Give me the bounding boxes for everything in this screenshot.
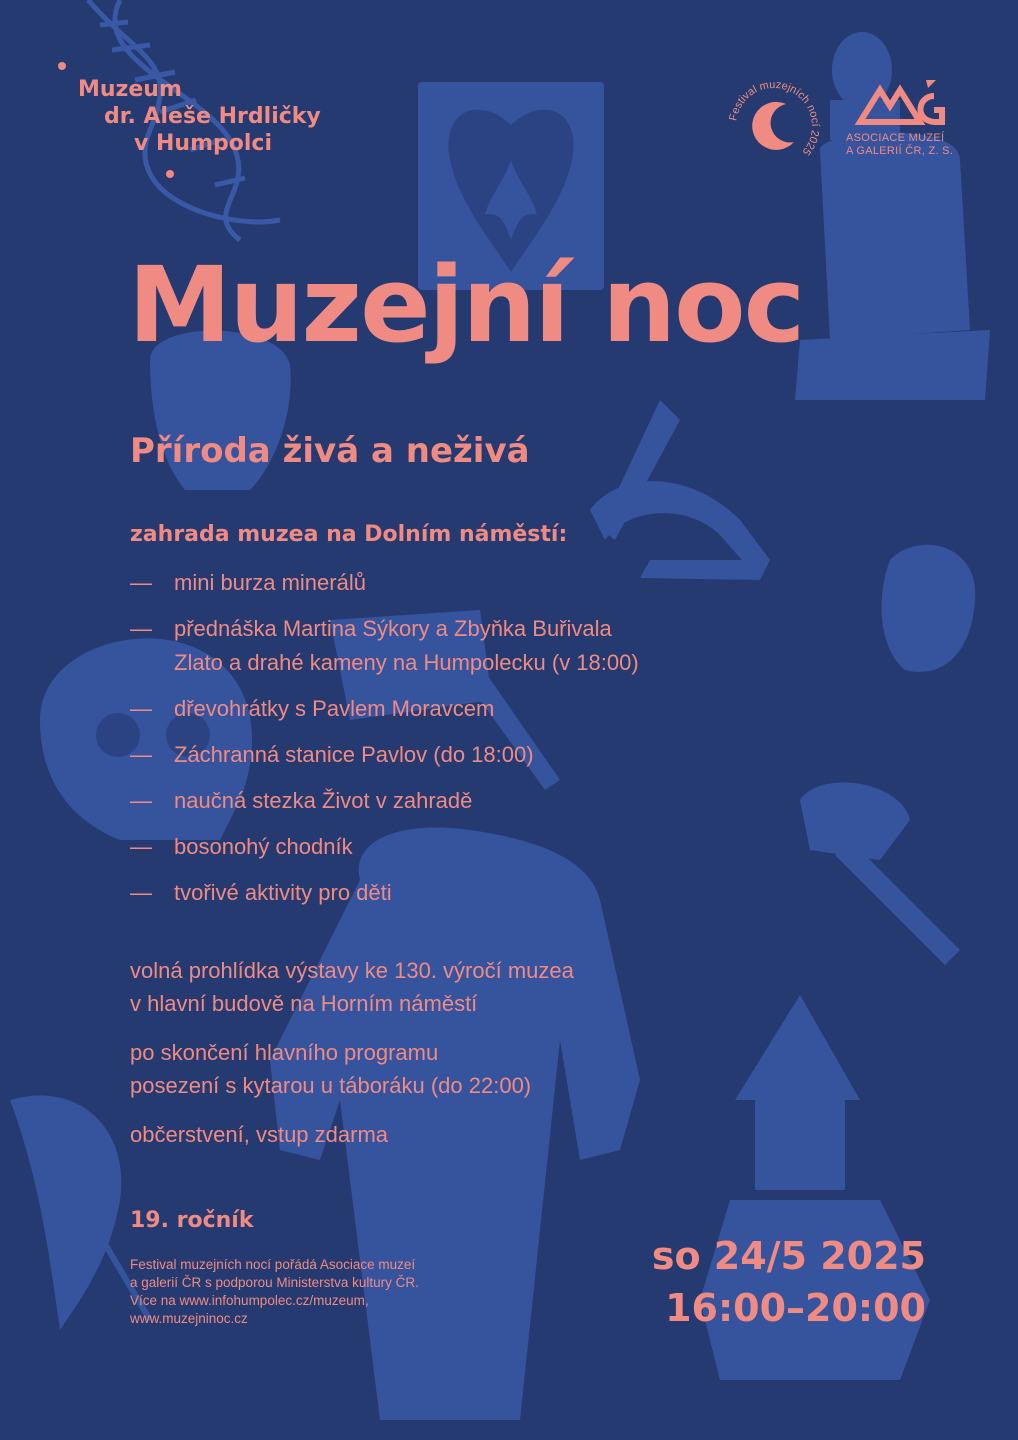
dash-bullet: —	[130, 616, 152, 641]
edition-label: 19. ročník	[130, 1208, 254, 1233]
program-item-subtext: Zlato a drahé kameny na Humpolecku (v 18:00)	[174, 650, 639, 675]
event-time: 16:00–20:00	[665, 1286, 926, 1330]
amg-text-line2: A GALERIÍ ČR, Z. S.	[846, 145, 954, 157]
museum-name-line2: dr. Aleše Hrdličky	[104, 104, 321, 129]
program-item	[130, 738, 639, 772]
program-item-text: tvořivé aktivity pro děti	[174, 880, 392, 905]
program-item-text: mini burza minerálů	[174, 570, 366, 595]
amg-text-line1: ASOCIACE MUZEÍ	[846, 132, 945, 144]
dash-bullet: —	[130, 742, 152, 767]
main-title: Muzejní noc	[128, 244, 804, 366]
rock-icon	[882, 545, 976, 672]
hammer-icon	[800, 783, 960, 965]
dash-bullet: —	[130, 788, 152, 813]
program-item	[130, 830, 639, 864]
museum-name-line1: Muzeum	[78, 77, 182, 102]
footer-line2: a galerií ČR s podporou Ministerstva kultury ČR.	[130, 1275, 419, 1290]
dot-decoration-icon	[58, 62, 66, 70]
program-item-text: dřevohrátky s Pavlem Moravcem	[174, 696, 495, 721]
campfire-info-line2: posezení s kytarou u táboráku (do 22:00)	[130, 1073, 532, 1098]
event-date: so 24/5 2025	[651, 1234, 926, 1278]
program-item	[130, 612, 639, 680]
footer-line3: Více na www.infohumpolec.cz/muzeum,	[130, 1293, 369, 1308]
program-list	[130, 566, 639, 922]
dash-bullet: —	[130, 834, 152, 859]
footer-line1: Festival muzejních nocí pořádá Asociace muzeí	[130, 1257, 416, 1272]
crescent-moon-icon	[752, 102, 794, 150]
subtitle: Příroda živá a neživá	[130, 431, 530, 471]
program-item	[130, 876, 639, 910]
museum-name-line3: v Humpolci	[134, 131, 272, 156]
program-item-text: naučná stezka Život v zahradě	[174, 788, 473, 813]
exhibition-info	[130, 954, 574, 1020]
dot-decoration-icon	[166, 170, 174, 178]
program-item	[130, 566, 639, 600]
footer-note	[130, 1256, 419, 1328]
amg-text	[846, 132, 953, 158]
dash-bullet: —	[130, 570, 152, 595]
venue-heading: zahrada muzea na Dolním náměstí:	[130, 522, 568, 547]
program-item-text: bosonohý chodník	[174, 834, 353, 859]
campfire-info	[130, 1036, 531, 1102]
program-item-text: přednáška Martina Sýkory a Zbyňka Buřivala	[174, 616, 612, 641]
footer-line4: www.muzejninoc.cz	[130, 1311, 248, 1326]
slingshot-icon	[590, 400, 770, 580]
feather-icon	[10, 1096, 150, 1330]
museum-name	[78, 76, 321, 157]
festival-badge-text: Festival muzejních nocí 2025	[727, 78, 822, 158]
exhibition-info-line2: v hlavní budově na Horním náměstí	[130, 991, 478, 1016]
program-item	[130, 784, 639, 818]
exhibition-info-line1: volná prohlídka výstavy ke 130. výročí muzea	[130, 958, 574, 983]
program-item-text: Záchranná stanice Pavlov (do 18:00)	[174, 742, 534, 767]
festival-badge-logo	[724, 76, 824, 176]
refreshments-info-line1: občerstvení, vstup zdarma	[130, 1122, 389, 1147]
dash-bullet: —	[130, 880, 152, 905]
refreshments-info	[130, 1118, 388, 1151]
campfire-info-line1: po skončení hlavního programu	[130, 1040, 439, 1065]
program-item	[130, 692, 639, 726]
dash-bullet: —	[130, 696, 152, 721]
event-datetime	[540, 1230, 926, 1334]
